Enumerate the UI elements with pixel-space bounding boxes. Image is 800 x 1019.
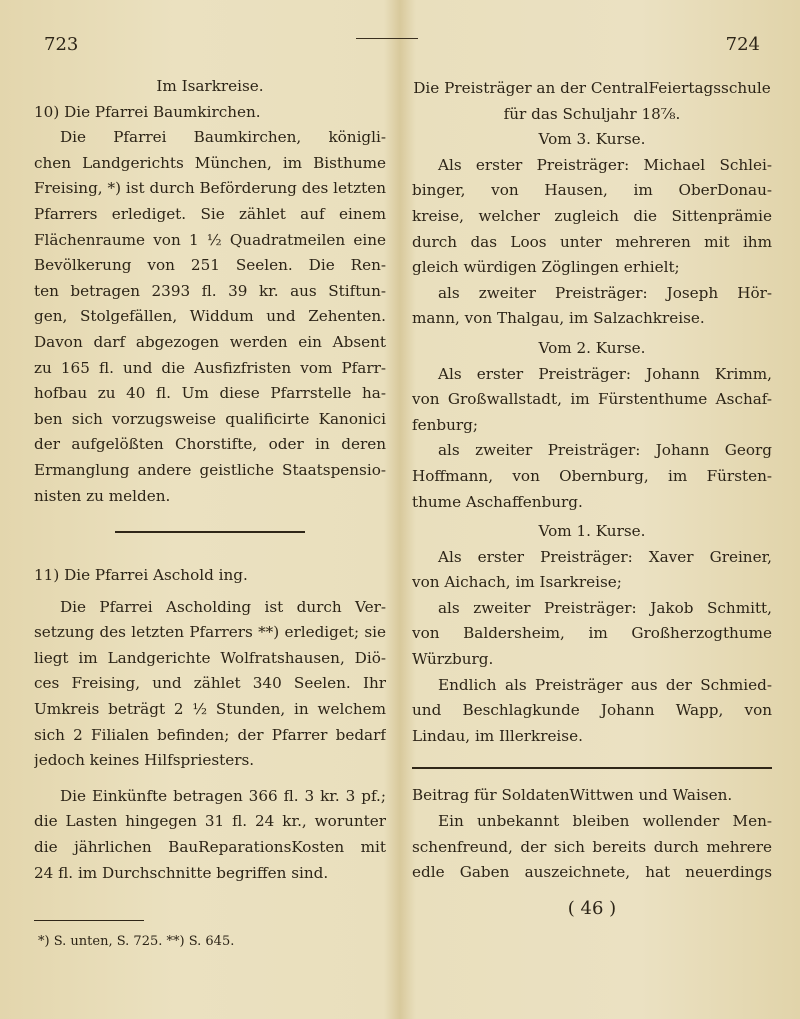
text-line: kreise, welcher zugleich die Sittenprämie: [412, 206, 772, 225]
left-page-number: 723: [44, 34, 79, 55]
course-heading: Vom 3. Kurse.: [538, 130, 646, 149]
right-page-number: 724: [725, 34, 760, 55]
text-line: fenburg;: [412, 415, 478, 434]
text-line: Würzburg.: [412, 650, 494, 669]
text-line: Ermanglung andere geistliche Staatspensio-: [34, 460, 386, 479]
text-line: von Aichach, im Isarkreise;: [412, 573, 622, 592]
text-line: Die Pfarrei Ascholding ist durch Ver-: [60, 597, 386, 616]
text-line: liegt im Landgerichte Wolfratshausen, Diö-: [34, 648, 386, 667]
text-line: als zweiter Preisträger: Jakob Schmitt,: [438, 598, 772, 617]
text-line: durch das Loos unter mehreren mit ihm: [412, 232, 772, 251]
text-line: und Beschlagkunde Johann Wapp, von: [412, 701, 772, 720]
text-line: binger, von Hausen, im OberDonau-: [412, 181, 772, 200]
right-column: [412, 76, 772, 921]
course-heading: Vom 2. Kurse.: [538, 338, 646, 357]
text-line: die Lasten hingegen 31 fl. 24 kr., worunter: [34, 812, 386, 831]
signature-mark: ( 46 ): [567, 897, 617, 919]
course-heading: Vom 1. Kurse.: [538, 522, 646, 541]
text-line: Hoffmann, von Obernburg, im Fürsten-: [412, 466, 772, 485]
text-line: gen, Stolgefällen, Widdum und Zehenten.: [34, 307, 386, 326]
text-line: Als erster Preisträger: Johann Krimm,: [438, 364, 772, 383]
text-line: der aufgelößten Chorstifte, oder in deren: [34, 435, 386, 454]
text-line: Die Pfarrei Baumkirchen, königli-: [60, 128, 386, 147]
text-line: Davon darf abgezogen werden ein Absent: [34, 332, 386, 351]
text-line: Lindau, im Illerkreise.: [412, 726, 583, 745]
text-line: sich 2 Filialen befinden; der Pfarrer bedarf: [34, 725, 386, 744]
text-line: Endlich als Preisträger aus der Schmied-: [438, 675, 772, 694]
text-line: zu 165 fl. und die Ausfizfristen vom Pfarr-: [34, 358, 386, 377]
footnotes: *) S. unten, S. 725. **) S. 645.: [38, 934, 235, 950]
text-line: ben sich vorzugsweise qualificirte Kanonici: [34, 409, 386, 428]
footnote-rule: [34, 920, 144, 921]
text-line: edle Gaben auszeichnete, hat neuerdings: [412, 863, 772, 882]
text-line: ten betragen 2393 fl. 39 kr. aus Stiftun-: [34, 281, 386, 300]
text-line: Freising, *) ist durch Beförderung des letzten: [34, 179, 386, 198]
text-line: mann, von Thalgau, im Salzachkreise.: [412, 309, 705, 328]
text-line: nisten zu melden.: [34, 486, 171, 505]
section-divider: [412, 767, 772, 769]
text-line: von Baldersheim, im Großherzogthume: [412, 624, 772, 643]
intro-line: für das Schuljahr 18⅞.: [503, 104, 681, 123]
left-column: [34, 74, 386, 955]
section-title-11: 11) Die Pfarrei Aschold ing.: [34, 566, 248, 585]
text-line: Als erster Preisträger: Xaver Greiner,: [438, 547, 772, 566]
text-line: Flächenraume von 1 ½ Quadratmeilen eine: [34, 230, 386, 249]
text-line: Als erster Preisträger: Michael Schlei-: [438, 155, 772, 174]
text-line: gleich würdigen Zöglingen erhielt;: [412, 258, 680, 277]
text-line: Ein unbekannt bleiben wollender Men-: [438, 812, 772, 831]
text-line: die jährlichen BauReparationsKosten mit: [34, 838, 386, 857]
text-line: thume Aschaffenburg.: [412, 492, 583, 511]
text-line: als zweiter Preisträger: Johann Georg: [438, 441, 772, 460]
text-line: jedoch keines Hilfspriesters.: [34, 751, 255, 770]
text-line: ces Freising, und zählet 340 Seelen. Ihr: [34, 674, 386, 693]
text-line: Pfarrers erlediget. Sie zählet auf einem: [34, 204, 386, 223]
closing-title: Beitrag für SoldatenWittwen und Waisen.: [412, 786, 733, 805]
text-line: von Großwallstadt, im Fürstenthume Aschaf-: [412, 390, 772, 409]
text-line: setzung des letzten Pfarrers **) erlediget; sie: [34, 623, 386, 642]
text-line: 24 fl. im Durchschnitte begriffen sind.: [34, 863, 329, 882]
section-divider: [115, 531, 305, 533]
text-line: Bevölkerung von 251 Seelen. Die Ren-: [34, 256, 386, 275]
section-heading: Im Isarkreise.: [156, 77, 264, 95]
text-line: Umkreis beträgt 2 ½ Stunden, in welchem: [34, 700, 386, 719]
intro-line: Die Preisträger an der CentralFeiertagsschule: [413, 79, 771, 97]
text-line: chen Landgerichts München, im Bisthume: [34, 153, 386, 172]
text-line: hofbau zu 40 fl. Um diese Pfarrstelle ha-: [34, 384, 386, 403]
section-title-10: 10) Die Pfarrei Baumkirchen.: [34, 102, 261, 121]
text-line: Die Einkünfte betragen 366 fl. 3 kr. 3 pf.;: [60, 786, 386, 805]
text-line: als zweiter Preisträger: Joseph Hör-: [438, 283, 772, 302]
text-line: schenfreund, der sich bereits durch mehrere: [412, 837, 772, 856]
